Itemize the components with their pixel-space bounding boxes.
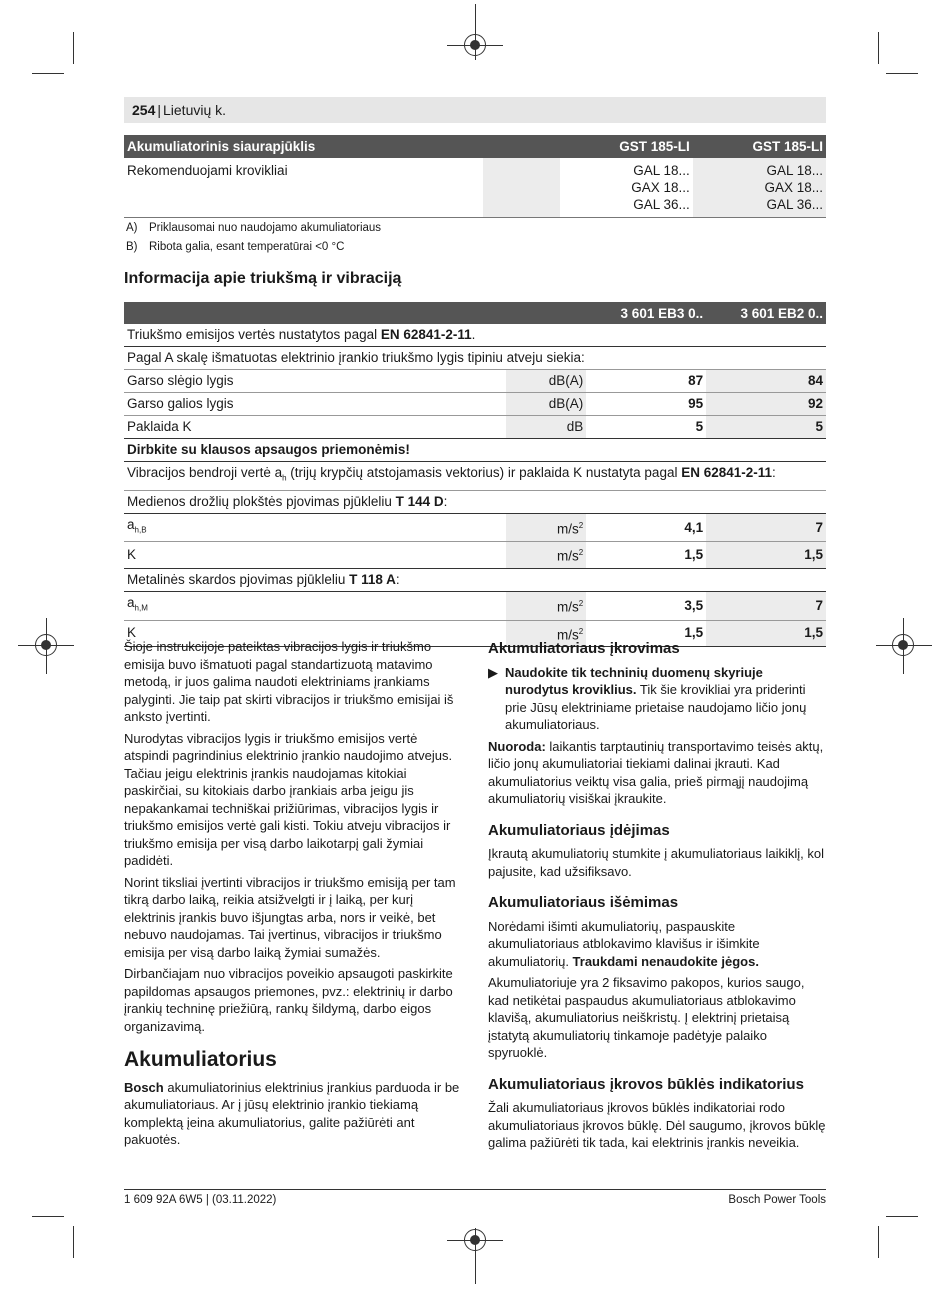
- table-header: GST 185-LI: [693, 135, 826, 158]
- registration-mark-icon: [464, 1229, 486, 1251]
- bullet-item: ▶ Naudokite tik techninių duomenų skyriuje nurodytus kroviklius. Tik šie krovikliai yra priderinti prie Jūsų elektriniame prietaise naudojamo ličio jonų akumuliatoriaus.: [488, 664, 807, 732]
- table-row: Metalinės skardos pjovimas pjūkleliu T 118 A:: [124, 568, 826, 591]
- table-header: Akumuliatorinis siaurapjūklis: [124, 135, 483, 158]
- paragraph: Įkrautą akumuliatorių stumkite į akumuliatoriaus laikiklį, kol pajusite, kad užsifiksavo.: [488, 846, 824, 879]
- crop-mark: [886, 1216, 918, 1217]
- table-header: 3 601 EB3 0..: [586, 302, 706, 324]
- charger-list: GAL 18... GAX 18... GAL 36...: [693, 158, 826, 218]
- table-header: GST 185-LI: [560, 135, 693, 158]
- table-row: $a_{h,M}$ $m/s^2$ 3,5 7: [124, 591, 826, 620]
- language-label: Lietuvių k.: [163, 102, 227, 118]
- registration-mark-icon: [464, 34, 486, 56]
- row-label: Rekomenduojami krovikliai: [124, 158, 483, 218]
- footnotes: [126, 219, 381, 257]
- table-row: K $m/s^2$ 1,5 1,5: [124, 620, 826, 647]
- noise-vibration-table: [124, 302, 826, 647]
- paragraph: Norint tiksliai įvertinti vibracijos ir triukšmo emisiją per tam tikrą darbo laiką, reikia atsižvelgti ir į laiką, per kurį elektrinis įrankis buvo išjungtas arba, nors ir veikė, bet nebuvo naudojamas. Tai įvertinus, vibracijos ir triukšmo emisija per visą darbo laiką žymiai sumažės.: [124, 874, 456, 960]
- section-heading: Akumuliatoriaus įkrovos būklės indikatorius: [488, 1075, 804, 1093]
- crop-mark: [32, 73, 64, 74]
- paragraph: Akumuliatoriuje yra 2 fiksavimo pakopos, kurios saugo, kad netikėtai paspaudus akumuliatoriaus atblokavimo klavišą, akumuliatorius neiškristų. Į elektrinį prietaisą įstatytą akumuliatorių tinkamoje padėtyje palaiko spyruoklė.: [488, 975, 805, 1060]
- section-title: Akumuliatorius: [124, 1048, 277, 1071]
- page-number: 254: [132, 102, 156, 118]
- crop-mark: [878, 1226, 879, 1258]
- paragraph: Nurodytas vibracijos lygis ir triukšmo emisijos vertė atspindi pagrindinius elektrinio įrankio naudojimo atvejus. Tačiau jeigu elektrinis įrankis naudojamas kitokiai paskirčiai, su kitokiais darbo įrankiais arba jeigu jis nepakankamai techniškai prižiūrimas, vibracijos lygis ir triukšmo emisijos vertė gali kisti. Tokiu atveju vibracijos ir triukšmo emisija per visą darbo laikotarpį gali žymiai padidėti.: [124, 730, 453, 868]
- table-row: Paklaida K dB 5 5: [124, 416, 826, 439]
- crop-mark: [878, 32, 879, 64]
- table-row: Garso galios lygis dB(A) 95 92: [124, 393, 826, 416]
- brand-label: Bosch Power Tools: [728, 1194, 826, 1206]
- page-header: [124, 97, 826, 123]
- table-row: Vibracijos bendroji vertė $a_h$ (trijų krypčių atstojamasis vektorius) ir paklaida K nustatyta pagal EN 62841-2-11:: [124, 462, 826, 491]
- table-row: Triukšmo emisijos vertės nustatytos pagal EN 62841-2-11.: [124, 324, 826, 347]
- paragraph: Nuoroda: laikantis tarptautinių transportavimo teisės aktų, ličio jonų akumuliatoriai tiekiami dalinai įkrauti. Kad akumuliatorius veiktų visa galia, prieš pirmąjį naudojimą akumuliatorių visiškai įkraukite.: [488, 738, 824, 806]
- table-header: 3 601 EB2 0..: [706, 302, 826, 324]
- crop-mark: [73, 32, 74, 64]
- warning-row: Dirbkite su klausos apsaugos priemonėmis!: [124, 439, 826, 462]
- paragraph: Šioje instrukcijoje pateiktas vibracijos lygis ir triukšmo emisija buvo išmatuoti pagal standartizuotą matavimo metodą, ir juos galima naudoti elektriniams įrankiams palyginti. Jie taip pat skirti vibracijos ir triukšmo emisijai iš anksto įvertinti.: [124, 639, 454, 724]
- section-heading: Akumuliatoriaus įdėjimas: [488, 821, 670, 839]
- paragraph: Dirbančiajam nuo vibracijos poveikio apsaugoti paskirkite papildomas apsaugos priemones, pvz.: elektrinių ir darbo įrankių techninę priežiūrą, rankų šildymą, darbo eigos organizavimą.: [124, 966, 453, 1034]
- table-row: $a_{h,B}$ $m/s^2$ 4,1 7: [124, 513, 826, 542]
- section-heading: Akumuliatoriaus įkrovimas: [488, 640, 680, 657]
- crop-mark: [73, 1226, 74, 1258]
- charger-table: [124, 135, 826, 218]
- footnote: A) Priklausomai nuo naudojamo akumuliatoriaus: [126, 222, 382, 234]
- table-row: Pagal A skalę išmatuotas elektrinio įrankio triukšmo lygis tipiniu atveju siekia:: [124, 347, 826, 370]
- registration-mark-icon: [892, 634, 914, 656]
- doc-code: 1 609 92A 6W5 | (03.11.2022): [124, 1194, 277, 1206]
- header-separator: |: [157, 102, 161, 118]
- section-heading: Informacija apie triukšmą ir vibraciją: [124, 270, 402, 287]
- page-footer: [124, 1189, 826, 1206]
- crop-mark: [32, 1216, 64, 1217]
- table-row: Garso slėgio lygis dB(A) 87 84: [124, 370, 826, 393]
- table-row: K $m/s^2$ 1,5 1,5: [124, 542, 826, 569]
- charger-list: GAL 18... GAX 18... GAL 36...: [560, 158, 693, 218]
- section-heading: Akumuliatoriaus išėmimas: [488, 894, 679, 911]
- left-column: [124, 638, 462, 1153]
- registration-mark-icon: [35, 634, 57, 656]
- paragraph: Žali akumuliatoriaus įkrovos būklės indikatoriai rodo akumuliatoriaus įkrovos būklę. Dėl saugumo, įkrovos būklę galima pažiūrėti tik tada, kai elektrinis įrankis neveikia.: [488, 1100, 826, 1150]
- crop-mark: [886, 73, 918, 74]
- footnote: B) Ribota galia, esant temperatūrai <0 °C: [126, 241, 345, 253]
- paragraph: Norėdami išimti akumuliatorių, paspauskite akumuliatoriaus atblokavimo klavišus ir išimkite akumuliatorių. Traukdami nenaudokite jėgos.: [488, 918, 760, 969]
- right-column: [488, 640, 826, 1156]
- paragraph: Bosch akumuliatorinius elektrinius įrankius parduoda ir be akumuliatoriaus. Ar į jūsų elektrinio įrankio tiekiamą komplektą įeina akumuliatorius, galite pažiūrėti ant pakuotės.: [124, 1079, 460, 1147]
- table-row: Medienos drožlių plokštės pjovimas pjūkleliu T 144 D:: [124, 490, 826, 513]
